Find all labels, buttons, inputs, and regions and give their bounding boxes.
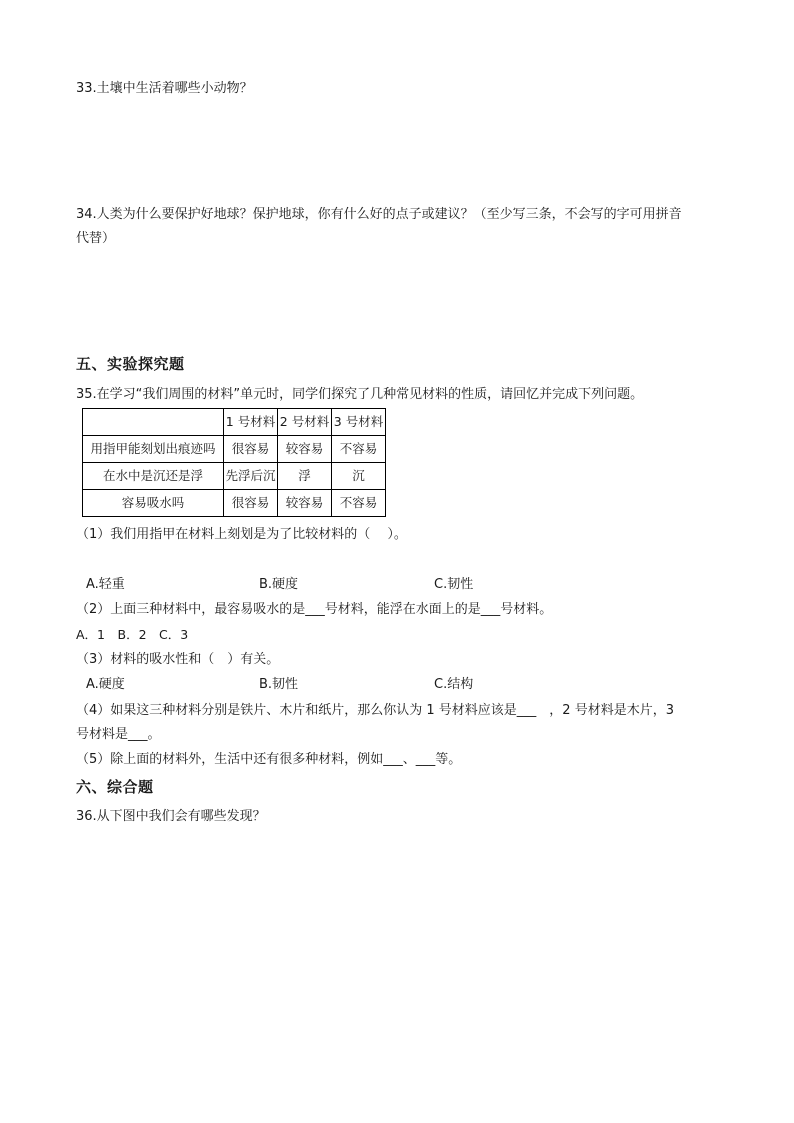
question-35-prompt: 35.在学习“我们周围的材料”单元时，同学们探究了几种常见材料的性质，请回忆并完成下列问题。 xyxy=(76,387,644,402)
question-36: 36.从下图中我们会有哪些发现？ xyxy=(76,809,266,824)
table-row xyxy=(83,463,386,490)
question-35-sub3: （3）材料的吸水性和（ ）有关。 xyxy=(76,652,280,667)
table-header-cell: 3 号材料 xyxy=(332,409,386,436)
table-header-cell: 2 号材料 xyxy=(278,409,332,436)
table-cell: 不容易 xyxy=(332,490,386,517)
option-a: A.硬度 xyxy=(86,677,125,692)
table-row xyxy=(83,490,386,517)
table-cell: 较容易 xyxy=(278,490,332,517)
table-cell: 浮 xyxy=(278,463,332,490)
option-b: B.韧性 xyxy=(259,677,299,692)
materials-table xyxy=(82,408,386,517)
table-row xyxy=(83,436,386,463)
table-cell: 在水中是沉还是浮 xyxy=(83,463,224,490)
question-35-sub2-options: A．1 B．2 C．3 xyxy=(76,627,189,642)
question-35-sub4-line2: 号材料是___。 xyxy=(76,727,161,742)
option-c: C.结构 xyxy=(434,677,474,692)
table-cell: 较容易 xyxy=(278,436,332,463)
question-33: 33.土壤中生活着哪些小动物？ xyxy=(76,81,253,96)
section-heading-experiment: 五、实验探究题 xyxy=(76,355,185,373)
question-35-sub4-line1: （4）如果这三种材料分别是铁片、木片和纸片，那么你认为 1 号材料应该是___ ，2 号材料是木片，3 xyxy=(76,703,674,718)
question-35-sub2: （2）上面三种材料中，最容易吸水的是___号材料，能浮在水面上的是___号材料。 xyxy=(76,602,553,617)
option-a: A.轻重 xyxy=(86,577,125,592)
section-heading-comprehensive: 六、综合题 xyxy=(76,778,154,796)
option-c: C.韧性 xyxy=(434,577,474,592)
question-35-sub1: （1）我们用指甲在材料上刻划是为了比较材料的（ ）。 xyxy=(76,527,407,542)
question-34-line2: 代替） xyxy=(76,231,116,246)
table-cell: 用指甲能刻划出痕迹吗 xyxy=(83,436,224,463)
table-cell: 很容易 xyxy=(224,436,278,463)
table-cell: 沉 xyxy=(332,463,386,490)
table-cell: 很容易 xyxy=(224,490,278,517)
table-cell: 先浮后沉 xyxy=(224,463,278,490)
question-35-sub5: （5）除上面的材料外，生活中还有很多种材料，例如___、___等。 xyxy=(76,752,462,767)
table-header-row xyxy=(83,409,386,436)
table-header-cell xyxy=(83,409,224,436)
table-cell: 容易吸水吗 xyxy=(83,490,224,517)
option-b: B.硬度 xyxy=(259,577,299,592)
question-34-line1: 34.人类为什么要保护好地球？保护地球，你有什么好的点子或建议？（至少写三条，不会写的字可用拼音 xyxy=(76,207,682,222)
table-cell: 不容易 xyxy=(332,436,386,463)
table-header-cell: 1 号材料 xyxy=(224,409,278,436)
